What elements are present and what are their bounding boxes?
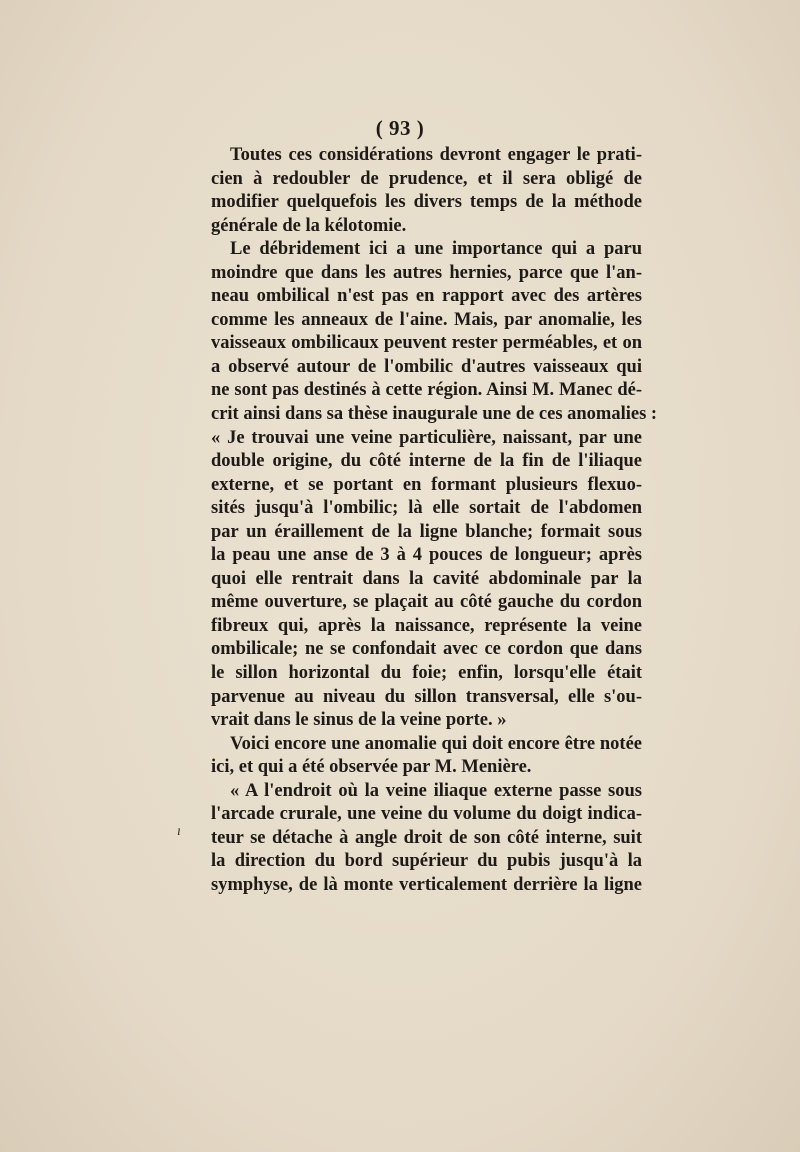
text-line: a observé autour de l'ombilic d'autres vaisseaux qui <box>211 356 642 377</box>
text-line: modifier quelquefois les divers temps de la méthode <box>211 192 642 213</box>
text-line: ne sont pas destinés à cette région. Ainsi M. Manec dé- <box>211 380 642 401</box>
text-line: crit ainsi dans sa thèse inaugurale une de ces anomalies : <box>211 404 658 425</box>
text-line: moindre que dans les autres hernies, parce que l'an- <box>211 262 642 283</box>
text-line: Toutes ces considérations devront engager le prati- <box>230 145 642 165</box>
text-line: par un éraillement de la ligne blanche; formait sous <box>211 521 642 542</box>
margin-mark: ı <box>177 824 181 839</box>
text-line: l'arcade crurale, une veine du volume du doigt indica- <box>211 804 642 825</box>
text-line: ombilicale; ne se confondait avec ce cordon que dans <box>211 639 642 660</box>
text-line: vrait dans le sinus de la veine porte. » <box>211 710 507 731</box>
body-text <box>211 144 658 898</box>
text-line: sités jusqu'à l'ombilic; là elle sortait de l'abdomen <box>211 498 642 519</box>
text-line: parvenue au niveau du sillon transversal, elle s'ou- <box>211 686 642 707</box>
text-line: même ouverture, se plaçait au côté gauche du cordon <box>211 592 642 613</box>
text-line: la peau une anse de 3 à 4 pouces de longueur; après <box>211 545 642 566</box>
text-line: le sillon horizontal du foie; enfin, lorsqu'elle était <box>211 663 642 684</box>
text-line: Le débridement ici a une importance qui a paru <box>230 239 642 260</box>
text-line: ici, et qui a été observée par M. Menière. <box>211 757 532 778</box>
text-line: vaisseaux ombilicaux peuvent rester perméables, et on <box>211 333 642 354</box>
text-line: fibreux qui, après la naissance, représente la veine <box>211 615 642 636</box>
text-line: générale de la kélotomie. <box>211 215 407 236</box>
text-line: cien à redoubler de prudence, et il sera obligé de <box>211 168 642 189</box>
text-line: « A l'endroit où la veine iliaque externe passe sous <box>230 780 642 801</box>
text-line: comme les anneaux de l'aine. Mais, par anomalie, les <box>211 309 642 330</box>
text-line: quoi elle rentrait dans la cavité abdominale par la <box>211 568 642 589</box>
text-line: externe, et se portant en formant plusieurs flexuo- <box>211 474 642 495</box>
text-line: Voici encore une anomalie qui doit encore être notée <box>230 733 642 754</box>
page-number: ( 93 ) <box>375 116 425 140</box>
text-line: teur se détache à angle droit de son côté interne, suit <box>211 827 642 848</box>
text-line: « Je trouvai une veine particulière, naissant, par une <box>211 427 642 448</box>
text-line: neau ombilical n'est pas en rapport avec des artères <box>211 286 642 307</box>
text-line: double origine, du côté interne de la fin de l'iliaque <box>211 451 642 472</box>
text-line: la direction du bord supérieur du pubis jusqu'à la <box>211 851 642 872</box>
text-line: symphyse, de là monte verticalement derrière la ligne <box>211 874 642 895</box>
